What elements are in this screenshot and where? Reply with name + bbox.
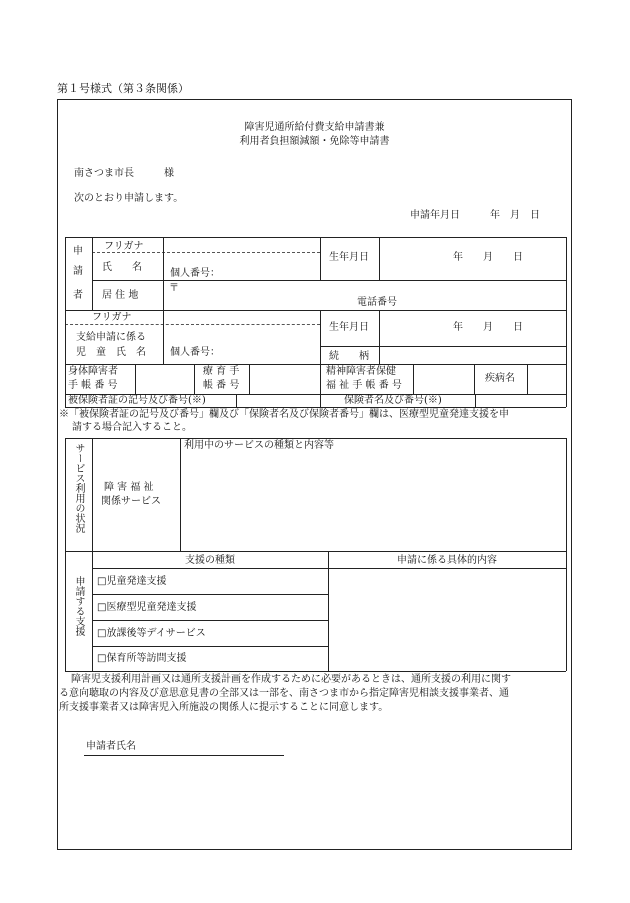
applicant-name-label: 氏 名 — [102, 262, 142, 273]
insured-number-label: 被保険者証の記号及び番号(※) — [68, 395, 206, 406]
grid-line — [413, 364, 414, 394]
applicant-address-label: 居 住 地 — [102, 290, 139, 301]
grid-line — [135, 364, 136, 394]
grid-line — [163, 310, 164, 364]
signature-label: 申請者氏名 — [86, 741, 136, 752]
grid-line — [475, 394, 476, 407]
grid-line — [320, 346, 566, 347]
child-relation-label: 続 柄 — [329, 351, 369, 362]
note-line-1: ※「被保険者証の記号及び番号」欄及び「保険者名及び保険者番号」欄は、医療型児童発達支援を申 — [59, 409, 509, 420]
applicant-label-2: 請 — [73, 266, 83, 277]
grid-line — [65, 237, 566, 238]
applicant-phone-label: 電話番号 — [357, 297, 397, 308]
child-birth-label: 生年月日 — [329, 322, 369, 333]
child-birth-value: 年 月 日 — [453, 322, 523, 333]
grid-line — [92, 237, 93, 310]
mental-notebook-label-1: 精神障害者保健 — [326, 366, 396, 377]
grid-line — [236, 394, 237, 407]
support-option-after-school-day-service[interactable]: □放課後等デイサービス — [97, 628, 206, 639]
applicant-label-1: 申 — [73, 246, 83, 257]
applicant-birth-value: 年 月 日 — [453, 252, 523, 263]
grid-line — [92, 646, 328, 647]
grid-line — [163, 280, 164, 310]
rehab-notebook-label-1: 療 育 手 — [203, 366, 240, 377]
intro-text: 次のとおり申請します。 — [74, 193, 184, 204]
grid-line — [249, 364, 250, 394]
grid-line — [92, 568, 566, 569]
postal-mark: 〒 — [169, 283, 179, 294]
grid-line — [65, 364, 566, 365]
consent-line-1: 障害児支援利用計画又は通所支援計画を作成するために必要があるときは、通所支援の利用に関す — [71, 674, 511, 685]
grid-line — [65, 310, 566, 311]
support-option-nursery-visit-support[interactable]: □保育所等訪問支援 — [97, 653, 187, 664]
furigana-divider — [65, 324, 320, 325]
grid-line — [65, 438, 566, 439]
physical-notebook-label-2: 手 帳 番 号 — [68, 380, 118, 391]
applicant-label-3: 者 — [73, 290, 83, 301]
applicant-personal-number: 個人番号： — [170, 268, 220, 279]
signature-line[interactable] — [84, 755, 284, 756]
insurer-label: 保険者名及び番号(※) — [344, 395, 442, 406]
grid-line — [163, 237, 164, 280]
grid-line — [65, 407, 566, 408]
support-option-medical-child-development[interactable]: □医療型児童発達支援 — [97, 602, 197, 613]
grid-line — [320, 310, 321, 364]
child-name-label-1: 支給申請に係る — [76, 332, 146, 343]
service-category-label-2: 関係サービス — [101, 496, 161, 507]
grid-line — [180, 438, 181, 551]
consent-line-2: る意向聴取の内容及び意思意見書の全部又は一部を、南さつま市から指定障害児相談支援事業者、通 — [59, 688, 509, 699]
grid-line — [320, 364, 321, 394]
grid-line — [328, 551, 329, 671]
form-title-line2: 利用者負担額減額・免除等申請書 — [239, 136, 390, 147]
applicant-birth-label: 生年月日 — [329, 252, 369, 263]
mental-notebook-label-2: 福 祉 手 帳 番 号 — [326, 380, 402, 391]
service-category-label-1: 障 害 福 祉 — [104, 482, 154, 493]
service-content-label: 利用中のサービスの種類と内容等 — [184, 440, 334, 451]
support-detail-header: 申請に係る具体的内容 — [397, 555, 497, 566]
form-title-line1: 障害児通所給付費支給申請書兼 — [244, 122, 385, 133]
grid-line — [566, 438, 567, 671]
form-label: 第１号様式（第３条関係） — [57, 82, 189, 95]
grid-line — [194, 364, 195, 394]
applicant-furigana-label: フリガナ — [104, 241, 144, 252]
grid-line — [320, 394, 321, 407]
addressee: 南さつま市長 様 — [74, 168, 174, 179]
grid-line — [65, 551, 566, 552]
service-section-label: サービス利用の状況 — [73, 443, 84, 533]
grid-line — [65, 237, 66, 407]
child-name-label-2: 児 童 氏 名 — [76, 347, 146, 358]
consent-line-3: 所支援事業者又は障害児入所施設の関係人に提示することに同意します。 — [59, 702, 389, 713]
rehab-notebook-label-2: 帳 番 号 — [203, 380, 240, 391]
grid-line — [92, 594, 328, 595]
grid-line — [65, 671, 566, 672]
grid-line — [379, 237, 380, 280]
disease-label: 疾病名 — [485, 373, 515, 384]
child-personal-number: 個人番号： — [170, 347, 220, 358]
grid-line — [566, 237, 567, 407]
grid-line — [379, 310, 380, 364]
grid-line — [527, 364, 528, 394]
grid-line — [320, 237, 321, 280]
grid-line — [474, 364, 475, 394]
support-section-label: 申請する支援 — [73, 576, 84, 636]
child-furigana-label: フリガナ — [92, 312, 132, 323]
note-line-2: 請する場合記入すること。 — [72, 422, 192, 433]
grid-line — [65, 438, 66, 671]
grid-line — [92, 620, 328, 621]
physical-notebook-label-1: 身体障害者 — [68, 366, 118, 377]
support-type-header: 支援の種類 — [185, 555, 235, 566]
support-option-child-development[interactable]: □児童発達支援 — [97, 576, 167, 587]
application-date: 申請年月日 年 月 日 — [410, 210, 540, 221]
